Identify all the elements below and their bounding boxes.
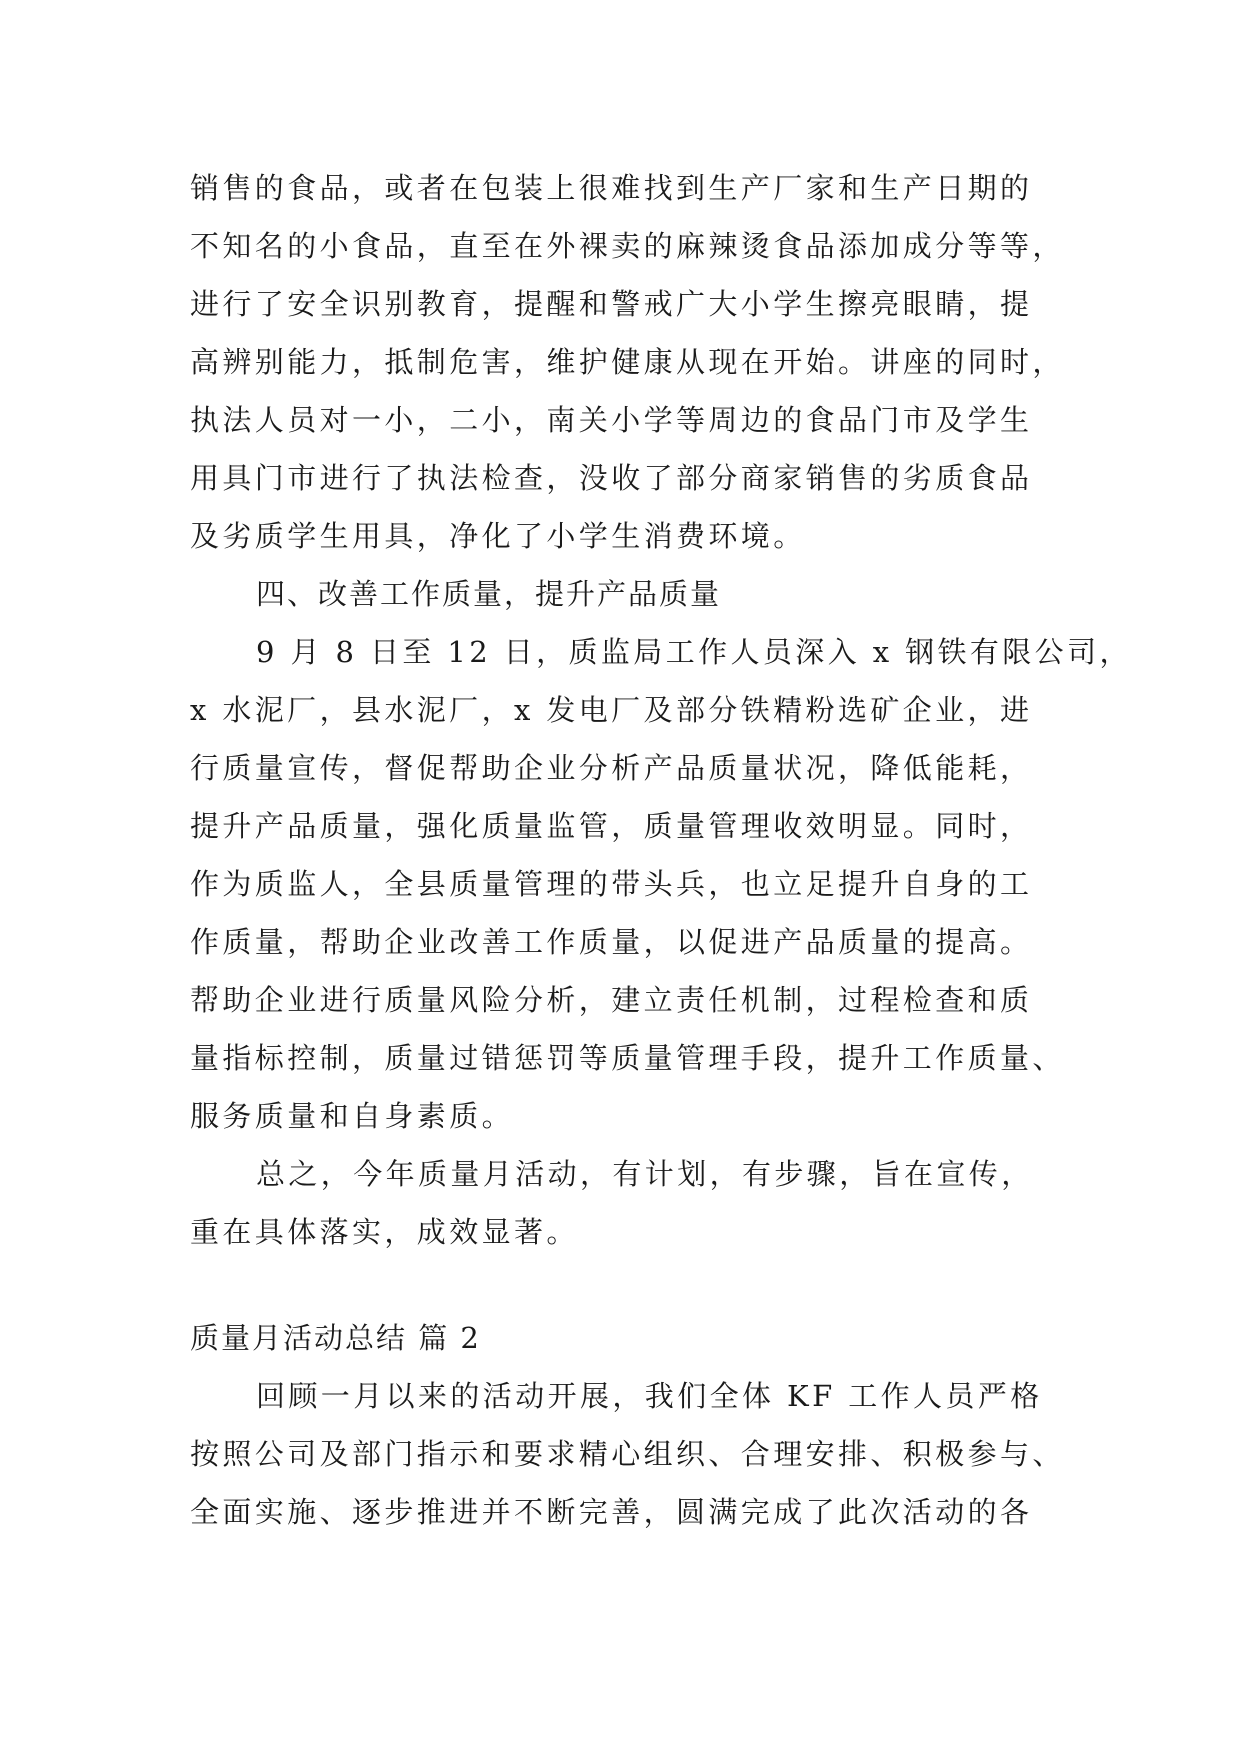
paragraph-line: 量指标控制，质量过错惩罚等质量管理手段，提升工作质量、 [190,1041,1065,1075]
paragraph-line: 回顾一月以来的活动开展，我们全体 KF 工作人员严格 [256,1379,1043,1413]
paragraph-line: 重在具体落实，成效显著。 [190,1215,579,1249]
paragraph-line: 不知名的小食品，直至在外裸卖的麻辣烫食品添加成分等等， [190,229,1065,263]
section-heading: 四、改善工作质量，提升产品质量 [256,577,722,611]
paragraph-line: 提升产品质量，强化质量监管，质量管理收效明显。同时， [190,809,1033,843]
paragraph-line: 作为质监人，全县质量管理的带头兵，也立足提升自身的工 [190,867,1033,901]
paragraph-line: 及劣质学生用具，净化了小学生消费环境。 [190,519,806,553]
article-title: 质量月活动总结 篇 2 [190,1321,481,1355]
paragraph-line: 用具门市进行了执法检查，没收了部分商家销售的劣质食品 [190,461,1033,495]
paragraph-line: 服务质量和自身素质。 [190,1099,515,1133]
paragraph-line: 销售的食品，或者在包装上很难找到生产厂家和生产日期的 [190,171,1033,205]
paragraph-line: 进行了安全识别教育，提醒和警戒广大小学生擦亮眼睛，提 [190,287,1033,321]
paragraph-line: 行质量宣传，督促帮助企业分析产品质量状况，降低能耗， [190,751,1033,785]
paragraph-line: 帮助企业进行质量风险分析，建立责任机制，过程检查和质 [190,983,1033,1017]
paragraph-line: 执法人员对一小，二小，南关小学等周边的食品门市及学生 [190,403,1033,437]
paragraph-line: 按照公司及部门指示和要求精心组织、合理安排、积极参与、 [190,1437,1065,1471]
paragraph-line: 全面实施、逐步推进并不断完善，圆满完成了此次活动的各 [190,1495,1033,1529]
paragraph-line: 作质量，帮助企业改善工作质量，以促进产品质量的提高。 [190,925,1033,959]
paragraph-line: 高辨别能力，抵制危害，维护健康从现在开始。讲座的同时， [190,345,1065,379]
paragraph-line: 9 月 8 日至 12 日，质监局工作人员深入 x 钢铁有限公司， [256,635,1132,669]
paragraph-line: x 水泥厂，县水泥厂，x 发电厂及部分铁精粉选矿企业，进 [190,693,1033,727]
paragraph-line: 总之，今年质量月活动，有计划，有步骤，旨在宣传， [256,1157,1034,1191]
